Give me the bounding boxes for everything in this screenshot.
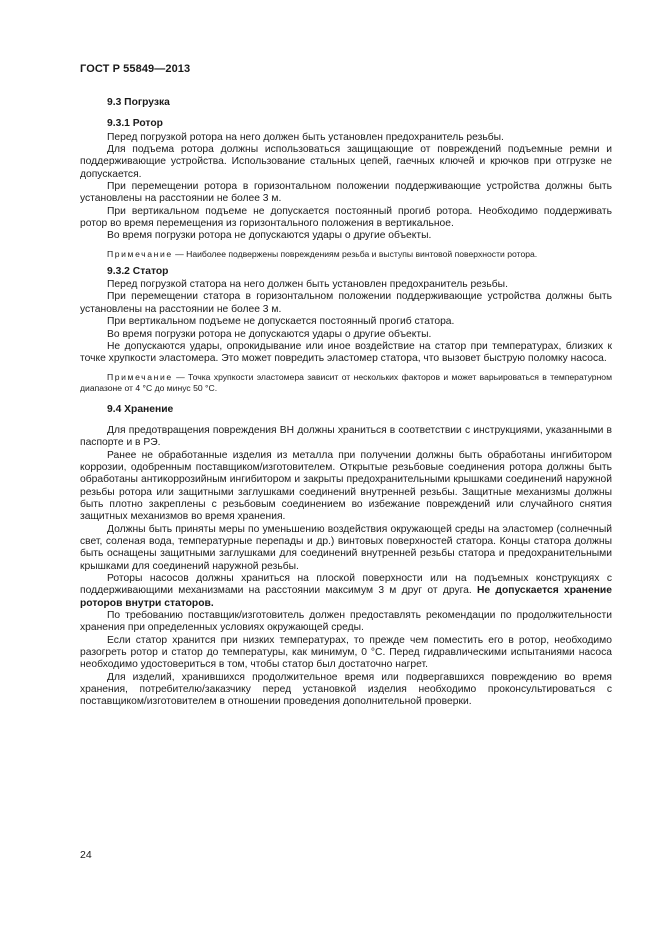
subsection-heading-9-3-2: 9.3.2 Статор [107, 265, 169, 277]
paragraph-bold-text: Не допускается хранение роторов внутри статоров. [80, 585, 612, 609]
paragraph: Если статор хранится при низких температурах, то прежде чем поместить его в ротор, необходимо разогреть ротор и статор до температуры, как минимум, 0 °С. Перед гидравлическими испытаниями насоса необходимо удостовериться в том, чтобы статор был достаточно нагрет. [80, 634, 612, 671]
note-text: — Точка хрупкости эластомера зависит от нескольких факторов и может варьироваться в температурном диапазоне от 4 °С до минус 50 °С. [80, 371, 612, 393]
paragraph: Для подъема ротора должны использоваться защищающие от повреждений подъемные ремни и поддерживающие устройства. Использование стальных цепей, гаечных ключей и крючков при отгрузке не допускается. [80, 144, 612, 180]
section-heading-9-3: 9.3 Погрузка [107, 97, 170, 108]
document-body [80, 97, 612, 709]
paragraph: По требованию поставщик/изготовитель должен предоставлять рекомендации по продолжительности хранения при определенных условиях окружающей среды. [80, 610, 612, 634]
note-text: — Наиболее подвержены повреждениям резьба и выступы винтовой поверхности ротора. [172, 248, 538, 259]
section-heading-9-4: 9.4 Хранение [107, 403, 174, 415]
paragraph: Не допускаются удары, опрокидывание или иное воздействие на статор при температурах, близких к точке хрупкости эластомера. Это может повредить эластомер статора, что вызовет быструю поломку насоса. [80, 340, 612, 365]
paragraph: При перемещении ротора в горизонтальном положении поддерживающие устройства должны быть установлены на расстоянии не более 3 м. [80, 181, 612, 205]
note [80, 372, 612, 394]
paragraph: При перемещении статора в горизонтальном положении поддерживающие устройства должны быть установлены на расстоянии не более 3 м. [80, 291, 612, 315]
paragraph-text: Роторы насосов должны храниться на плоской поверхности или на подъемных конструкциях с поддерживающими механизмами на расстоянии максимум 3 м друг от друга. [80, 573, 612, 597]
note [80, 249, 612, 260]
note-label: Примечание [107, 371, 173, 382]
page-number: 24 [80, 849, 92, 861]
paragraph: Перед погрузкой статора на него должен быть установлен предохранитель резьбы. [107, 279, 508, 291]
paragraph: Для предотвращения повреждения ВН должны храниться в соответствии с инструкциями, указанными в паспорте и в РЭ. [80, 424, 612, 449]
document-header: ГОСТ Р 55849—2013 [80, 63, 191, 75]
paragraph: Во время погрузки ротора не допускаются удары о другие объекты. [107, 328, 432, 340]
paragraph: При вертикальном подъеме не допускается постоянный прогиб ротора. Необходимо поддерживать ротор во время перемещения из горизонтального положения в вертикальное. [80, 205, 612, 230]
paragraph [80, 573, 612, 610]
paragraph: Ранее не обработанные изделия из металла при получении должны быть обработаны ингибитором коррозии, одобренным поставщиком/изготовителем. Открытые резьбовые соединения ротора должны быть обработаны антикоррозийным ингибитором и закрыты предохранительными крышками соединений наружной резьбы ротора или защитными заглушками соединений внутренней резьбы. Защитные механизмы должны быть плотно закреплены с резьбовым соединением во избежание повреждений или случайного снятия защитных механизмов во время хранения. [80, 449, 612, 523]
paragraph: Перед погрузкой ротора на него должен быть установлен предохранитель резьбы. [107, 131, 504, 143]
note-label: Примечание [107, 248, 173, 259]
paragraph: Для изделий, хранившихся продолжительное время или подвергавшихся повреждению во время хранения, потребителю/заказчику перед установкой изделия необходимо проконсультироваться с поставщиком/изготовителем в отношении проведения дополнительной проверки. [80, 671, 612, 708]
paragraph: При вертикальном подъеме не допускается постоянный прогиб статора. [107, 316, 455, 328]
paragraph: Должны быть приняты меры по уменьшению воздействия окружающей среды на эластомер (солнечный свет, соленая вода, температурные перепады и др.) винтовых поверхностей статора. Концы статора должны быть оснащены защитными заглушками для соединений внутренней резьбы статора и предохранительными крышками для соединений наружной резьбы. [80, 523, 612, 572]
subsection-heading-9-3-1: 9.3.1 Ротор [107, 118, 163, 130]
paragraph: Во время погрузки ротора не допускаются удары о другие объекты. [107, 230, 432, 242]
